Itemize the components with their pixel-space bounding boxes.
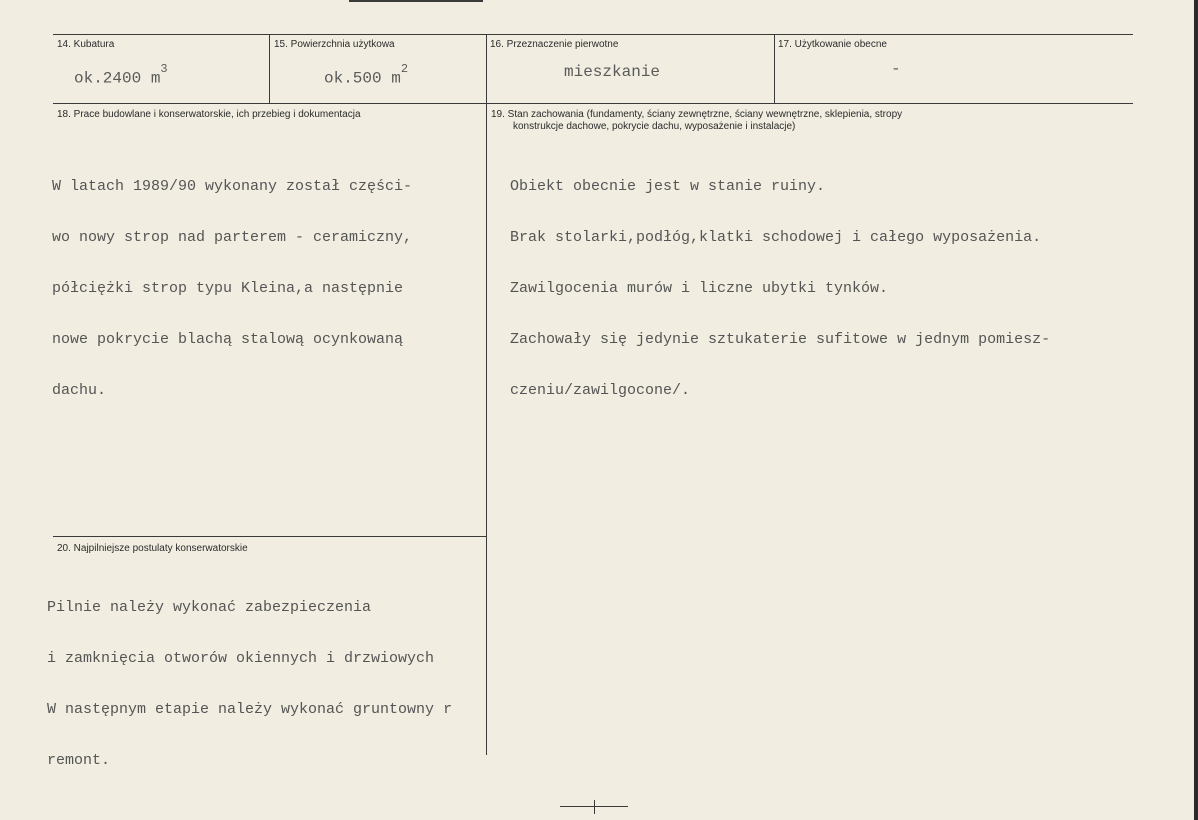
- przeznaczenie-label: 16. Przeznaczenie pierwotne: [490, 39, 619, 50]
- section18-line: nowe pokrycie blachą stalową ocynkowaną: [52, 331, 404, 348]
- przeznaczenie-value: mieszkanie: [564, 63, 661, 81]
- rule-row2: [53, 103, 1133, 104]
- uzytkowanie-label: 17. Użytkowanie obecne: [778, 39, 887, 50]
- rule-v1: [269, 34, 270, 103]
- rule-top: [53, 34, 1133, 35]
- section18-line: wo nowy strop nad parterem - ceramiczny,: [52, 229, 413, 246]
- top-edge-mark: [349, 0, 483, 2]
- section20-line: W następnym etapie należy wykonać gruntowny r: [47, 701, 453, 718]
- section19-label-line1: 19. Stan zachowania (fundamenty, ściany zewnętrzne, ściany wewnętrzne, sklepienia, stropy: [491, 109, 903, 120]
- powierzchnia-number: ok.500 m: [324, 69, 401, 88]
- section18-label: 18. Prace budowlane i konserwatorskie, ich przebieg i dokumentacja: [57, 109, 361, 120]
- kubatura-exponent: 3: [160, 62, 168, 76]
- section20-text: [47, 565, 452, 803]
- kubatura-number: ok.2400 m: [74, 69, 161, 88]
- powierzchnia-label: 15. Powierzchnia użytkowa: [274, 39, 395, 50]
- powierzchnia-exponent: 2: [400, 62, 409, 76]
- section19-line: czeniu/zawilgocone/.: [510, 382, 691, 399]
- section18-line: półciężki strop typu Kleina,a następnie: [52, 280, 404, 297]
- section19-text: [510, 144, 1050, 433]
- section19-line: Zawilgocenia murów i liczne ubytki tynków.: [510, 280, 889, 297]
- rule-section20: [53, 536, 487, 537]
- section20-label: 20. Najpilniejsze postulaty konserwatorskie: [57, 543, 248, 554]
- rule-v3: [774, 34, 775, 103]
- kubatura-value: [74, 62, 168, 88]
- section20-line: i zamknięcia otworów okiennych i drzwiowych: [47, 650, 435, 667]
- uzytkowanie-value: -: [891, 60, 901, 78]
- kubatura-label: 14. Kubatura: [57, 39, 115, 50]
- card-right-edge: [1194, 0, 1198, 820]
- powierzchnia-value: [324, 62, 409, 88]
- section19-line: Obiekt obecnie jest w stanie ruiny.: [510, 178, 826, 195]
- rule-v2: [486, 34, 487, 755]
- bottom-center-tick: [594, 800, 595, 814]
- section19-line: Zachowały się jedynie sztukaterie sufitowe w jednym pomiesz-: [510, 331, 1051, 348]
- section20-line: remont.: [47, 752, 111, 769]
- section18-line: W latach 1989/90 wykonany został części-: [52, 178, 413, 195]
- section19-label-line2: konstrukcje dachowe, pokrycie dachu, wyposażenie i instalacje): [513, 121, 796, 132]
- section19-line: Brak stolarki,podłóg,klatki schodowej i całego wyposażenia.: [510, 229, 1042, 246]
- section20-line: Pilnie należy wykonać zabezpieczenia: [47, 599, 372, 616]
- section18-line: dachu.: [52, 382, 107, 399]
- section18-text: [52, 144, 412, 433]
